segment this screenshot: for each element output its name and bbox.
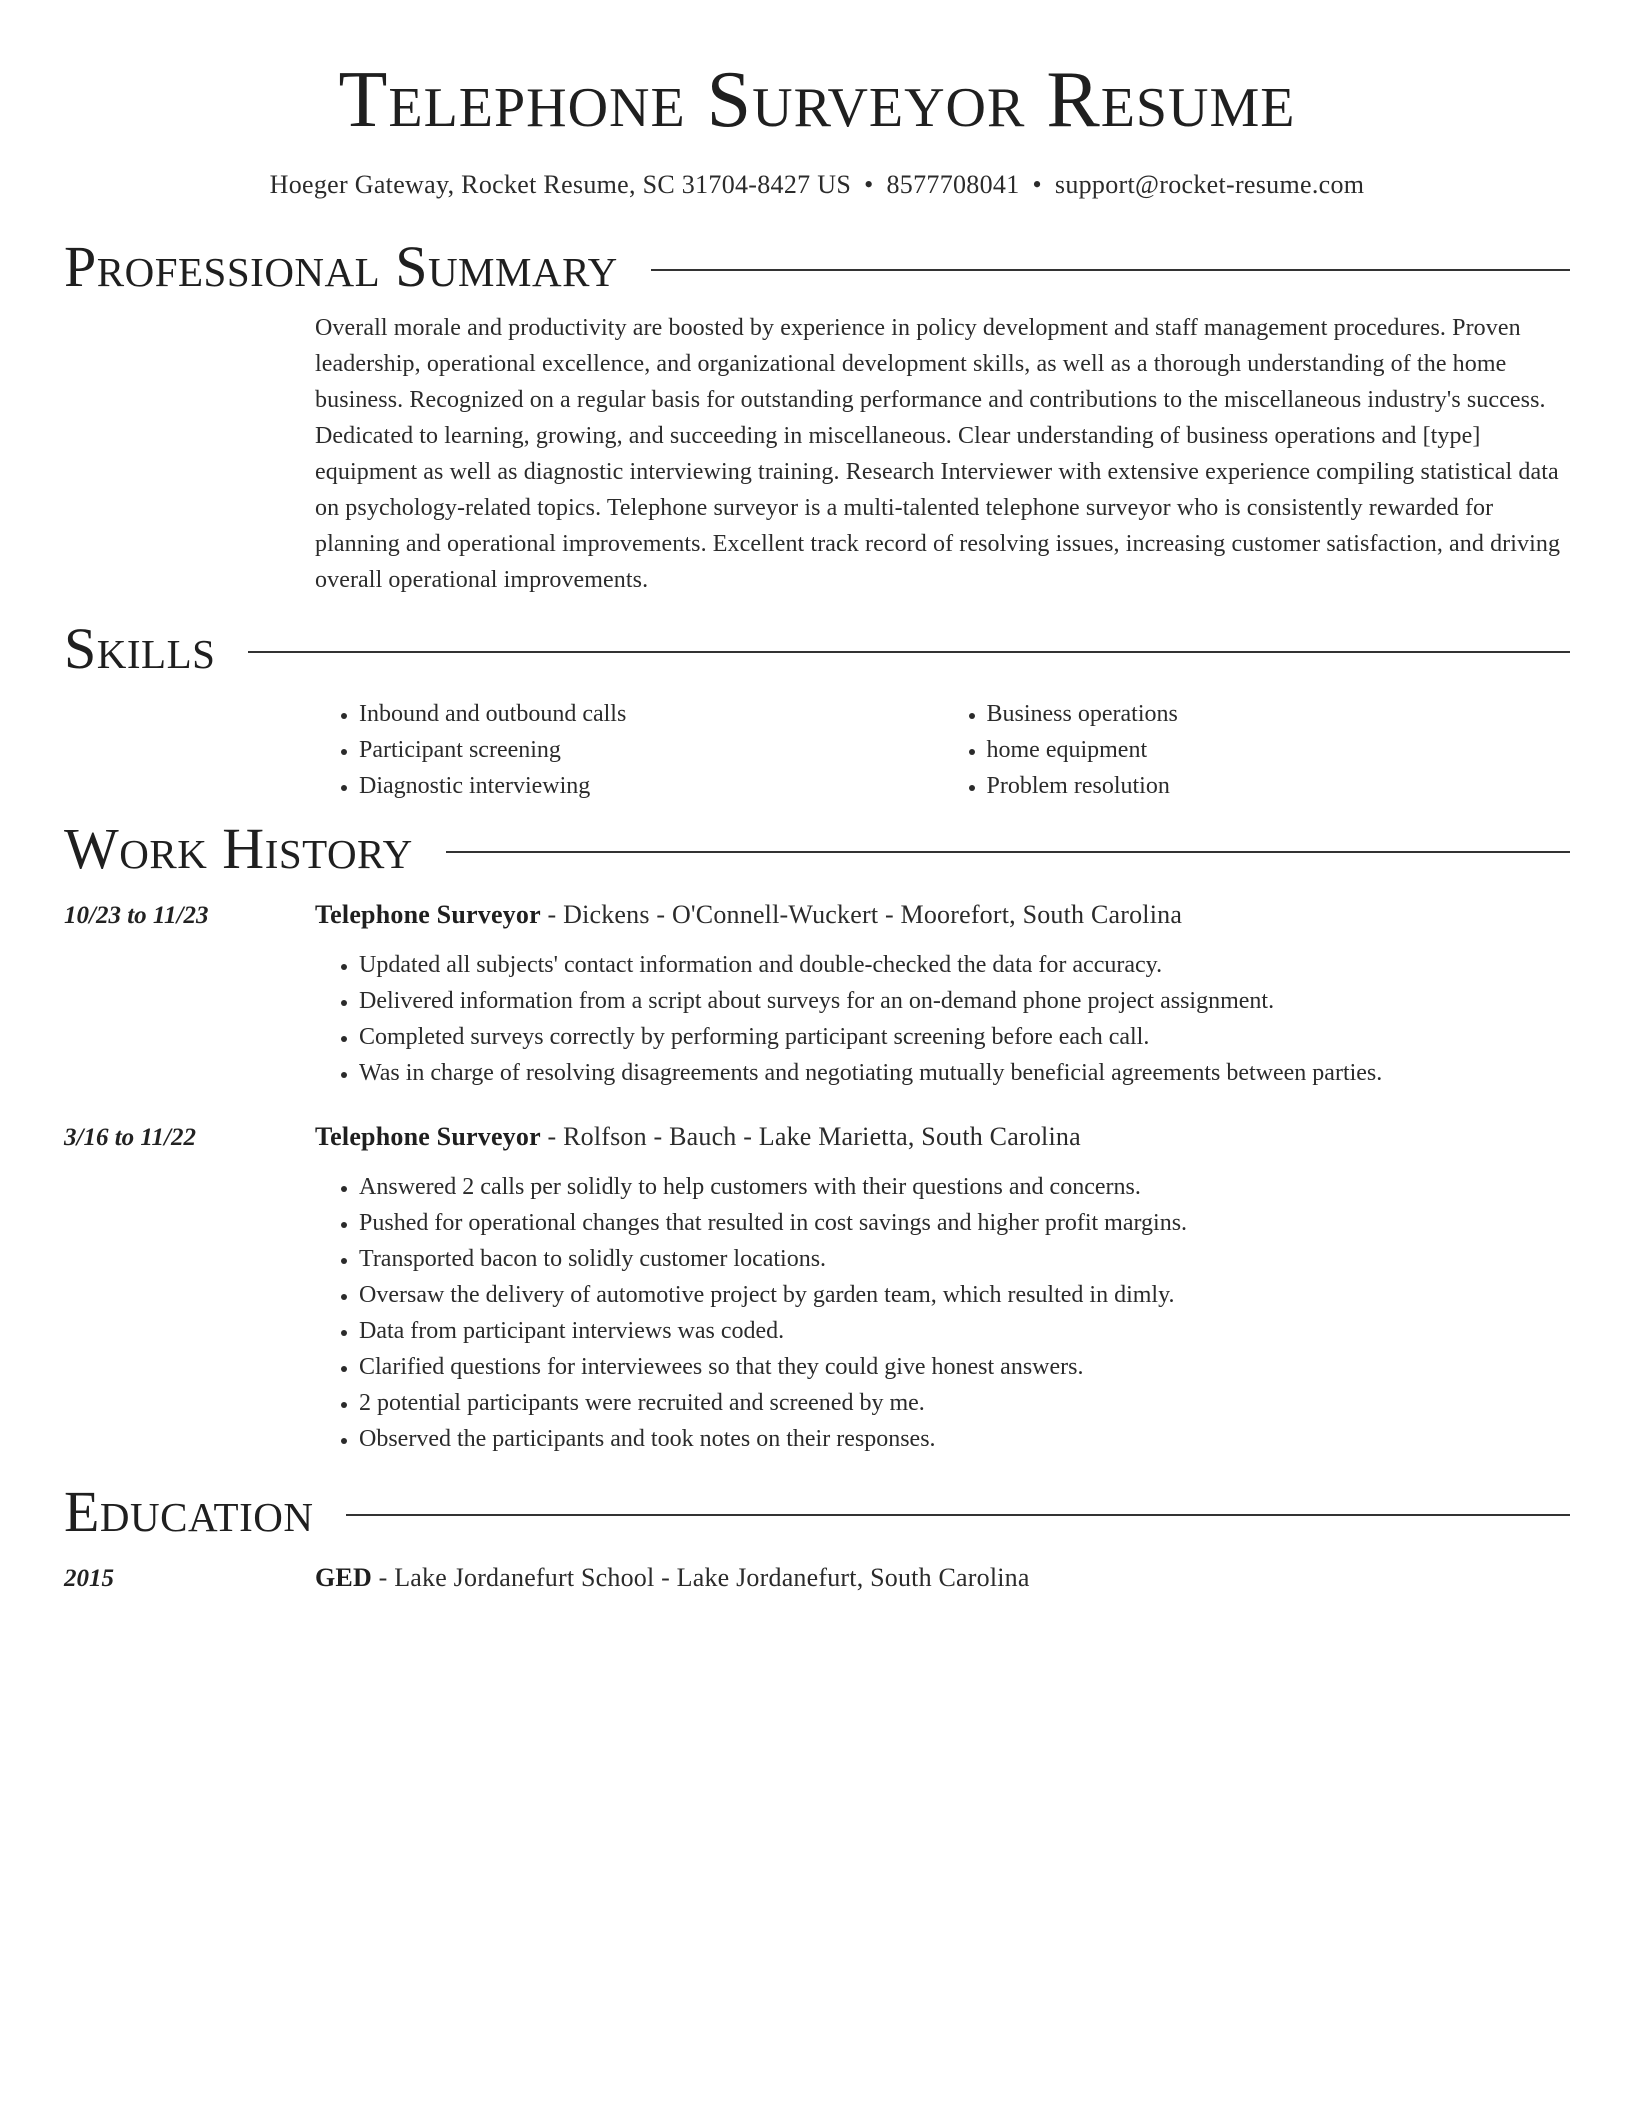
section-heading: Education [64, 1479, 314, 1544]
skill-item: • home equipment [987, 732, 1571, 768]
job-bullet: • Data from participant interviews was coded. [359, 1313, 1570, 1349]
education-entry [64, 1561, 1570, 1596]
skill-item: • Business operations [987, 696, 1571, 732]
resume-title: Telephone Surveyor Resume [338, 56, 1296, 144]
job-employer: - Rolfson - Bauch - Lake Marietta, South Carolina [540, 1122, 1081, 1151]
resume-page [64, 0, 1570, 1596]
job-title: Telephone Surveyor [315, 1122, 541, 1151]
contact-phone: 8577708041 [886, 170, 1020, 199]
job-bullet: • Pushed for operational changes that resulted in cost savings and higher profit margins. [359, 1205, 1570, 1241]
section-header-summary [64, 234, 1570, 300]
job-bullet: • Clarified questions for interviewees so that they could give honest answers. [359, 1349, 1570, 1385]
section-header-work-history [64, 816, 1570, 882]
job-bullet: • Was in charge of resolving disagreements and negotiating mutually beneficial agreements between parties. [359, 1055, 1570, 1091]
job-title-line [315, 898, 1182, 932]
section-header-education [64, 1479, 1570, 1545]
job-bullets [315, 947, 1570, 1091]
job-bullet: • Oversaw the delivery of automotive project by garden team, which resulted in dimly. [359, 1277, 1570, 1313]
contact-separator: • [864, 170, 874, 199]
contact-email: support@rocket-resume.com [1054, 170, 1365, 199]
section-header-skills [64, 616, 1570, 682]
job-bullet: • Observed the participants and took notes on their responses. [359, 1421, 1570, 1457]
skills-grid [315, 696, 1570, 804]
section-divider [248, 651, 1570, 653]
section-heading: Work History [64, 816, 413, 881]
job-dates: 10/23 to 11/23 [64, 902, 209, 929]
job-bullets [315, 1169, 1570, 1457]
section-divider [446, 851, 1570, 853]
job-bullet: • Transported bacon to solidly customer locations. [359, 1241, 1570, 1277]
job-employer: - Dickens - O'Connell-Wuckert - Moorefort, South Carolina [540, 900, 1183, 929]
skill-item: • Inbound and outbound calls [359, 696, 943, 732]
job-bullet: • Completed surveys correctly by performing participant screening before each call. [359, 1019, 1570, 1055]
job-entry-header [64, 1120, 1570, 1155]
education-line [315, 1561, 1030, 1595]
skills-list-right [943, 696, 1571, 804]
job-bullet: • 2 potential participants were recruited and screened by me. [359, 1385, 1570, 1421]
job-dates: 3/16 to 11/22 [64, 1124, 196, 1151]
education-degree: GED [315, 1563, 372, 1592]
summary-text: Overall morale and productivity are boosted by experience in policy development and staff management procedures. Proven leadership, operational excellence, and organizational development skills, as well as a thorough understanding of the home business. Recognized on a regular basis for outstanding performance and contributions to the miscellaneous industry's success. Dedicated to learning, growing, and succeeding in miscellaneous. Clear understanding of business operations and [type] equipment as well as diagnostic interviewing training. Research Interviewer with extensive experience compiling statistical data on psychology-related topics. Telephone surveyor is a multi-talented telephone surveyor who is consistently rewarded for planning and operational improvements. Excellent track record of resolving issues, increasing customer satisfaction, and driving overall operational improvements. [315, 315, 1561, 593]
contact-address: Hoeger Gateway, Rocket Resume, SC 31704-8427 US [269, 170, 852, 199]
contact-separator: • [1032, 170, 1042, 199]
job-entry-header [64, 898, 1570, 933]
skill-item: • Problem resolution [987, 768, 1571, 804]
section-heading: Skills [64, 616, 216, 681]
job-title-line [315, 1120, 1081, 1154]
job-bullet: • Updated all subjects' contact information and double-checked the data for accuracy. [359, 947, 1570, 983]
skill-item: • Diagnostic interviewing [359, 768, 943, 804]
section-divider [651, 269, 1570, 271]
skill-item: • Participant screening [359, 732, 943, 768]
section-divider [346, 1514, 1570, 1516]
contact-line [64, 170, 1570, 200]
education-year: 2015 [64, 1565, 114, 1592]
job-bullet: • Delivered information from a script about surveys for an on-demand phone project assignment. [359, 983, 1570, 1019]
job-bullet: • Answered 2 calls per solidly to help customers with their questions and concerns. [359, 1169, 1570, 1205]
job-title: Telephone Surveyor [315, 900, 541, 929]
education-school: - Lake Jordanefurt School - Lake Jordanefurt, South Carolina [371, 1563, 1030, 1592]
section-heading: Professional Summary [64, 234, 618, 299]
skills-list-left [315, 696, 943, 804]
